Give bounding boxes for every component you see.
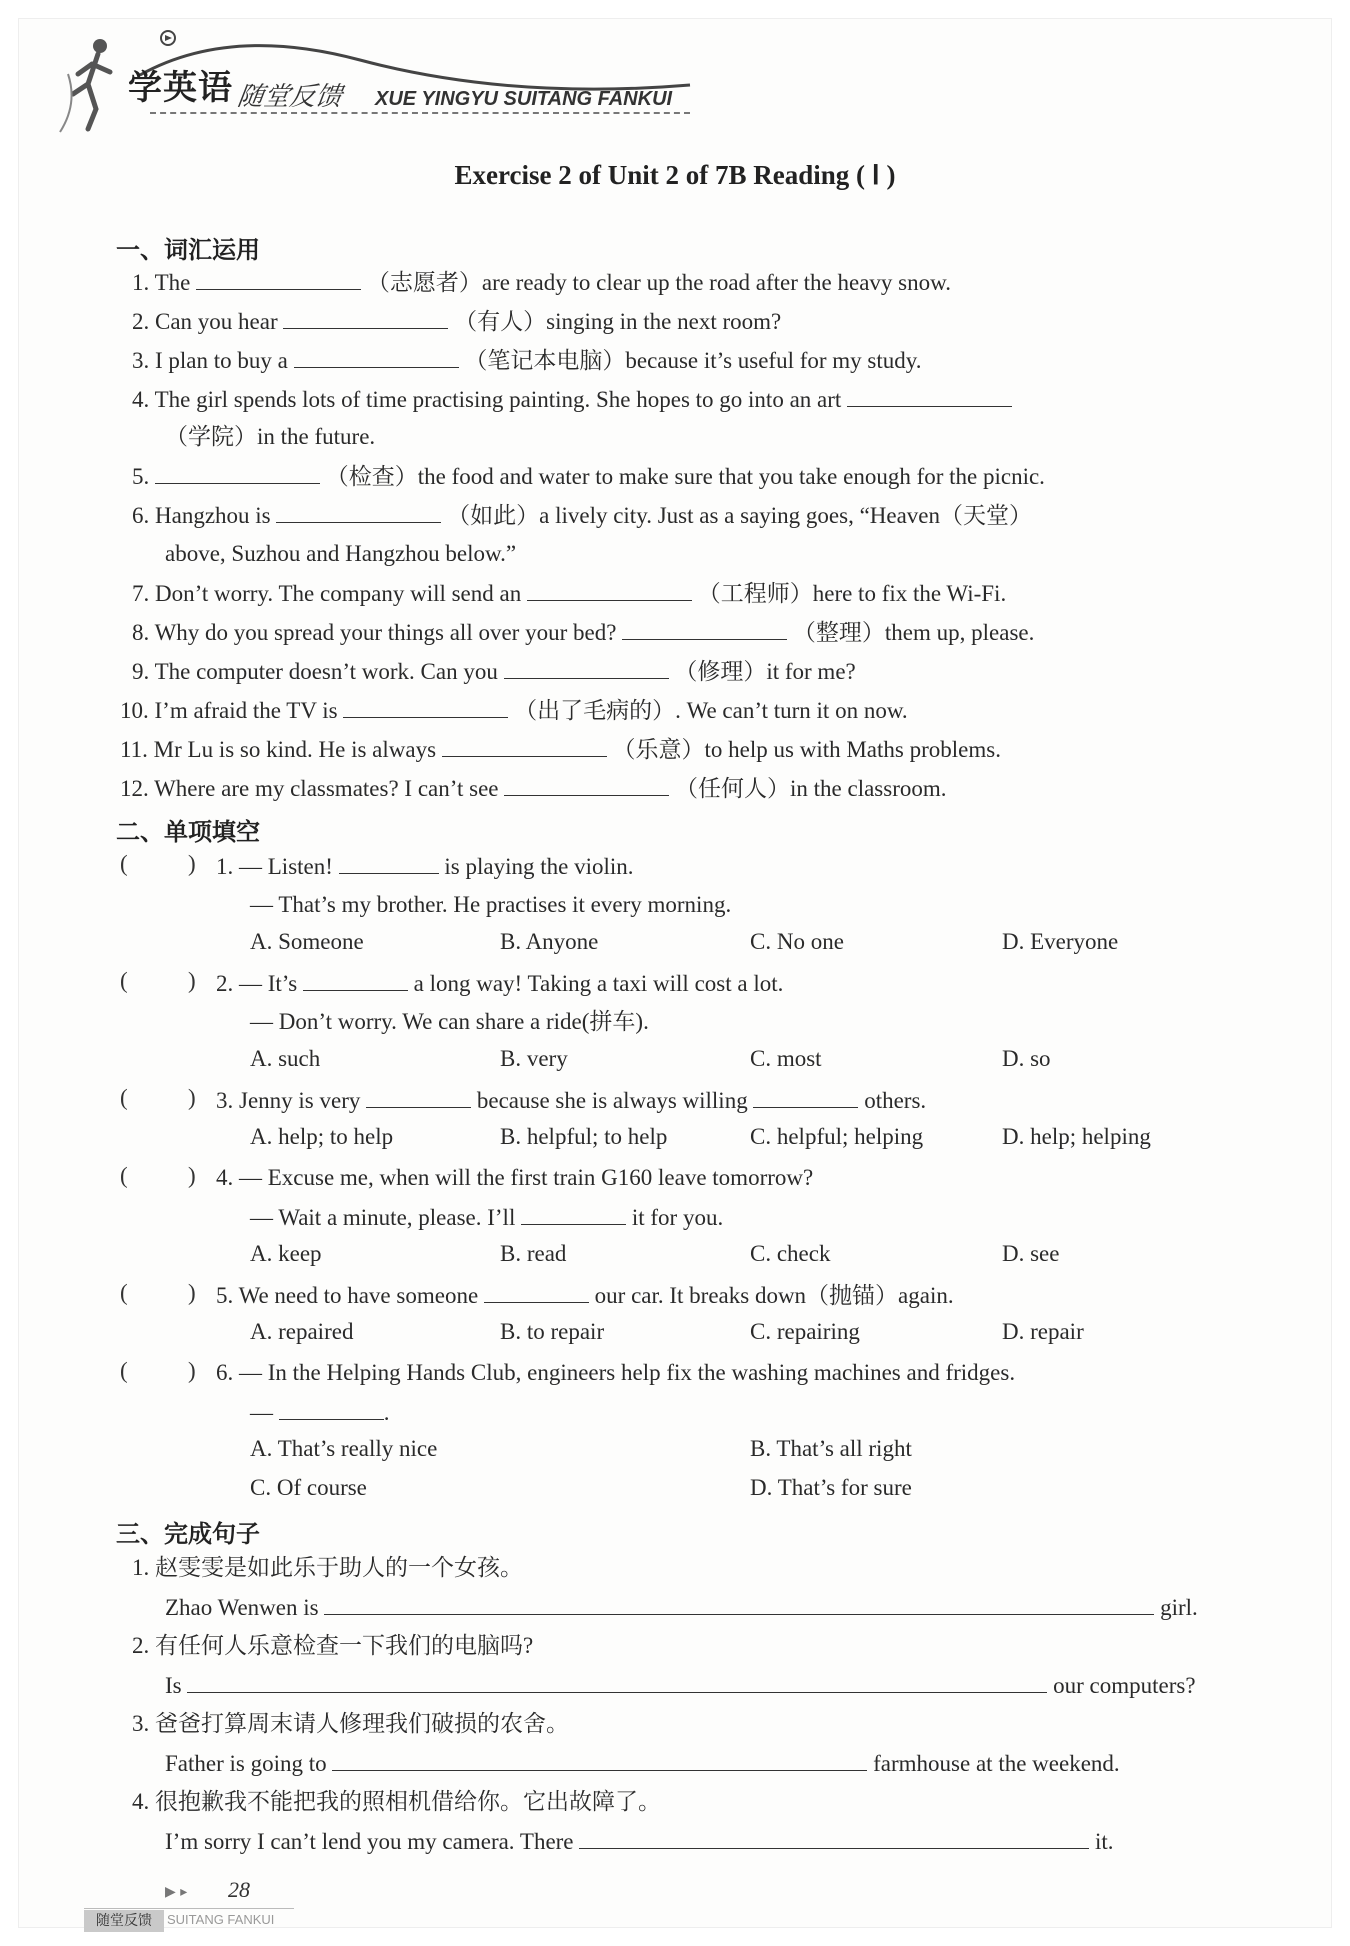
footer-divider bbox=[84, 1908, 294, 1909]
answer-blank[interactable] bbox=[332, 1748, 867, 1771]
option-b[interactable]: B. read bbox=[500, 1241, 567, 1266]
vocab-item-6-cont: above, Suzhou and Hangzhou below.” bbox=[165, 541, 517, 566]
answer-blank[interactable] bbox=[283, 306, 448, 329]
section-heading-vocabulary: 一、词汇运用 bbox=[116, 236, 260, 264]
vocab-item-3: 3. I plan to buy a （笔记本电脑）because it’s useful for my study. bbox=[132, 345, 922, 376]
answer-blank[interactable] bbox=[155, 461, 320, 484]
answer-paren-open[interactable]: ( bbox=[120, 968, 128, 993]
option-b[interactable]: B. That’s all right bbox=[750, 1436, 912, 1461]
answer-blank[interactable] bbox=[343, 695, 508, 718]
option-c[interactable]: C. repairing bbox=[750, 1319, 860, 1344]
answer-paren-open[interactable]: ( bbox=[120, 1358, 128, 1383]
translation-item-3-en: Father is going to farmhouse at the weekend. bbox=[165, 1748, 1120, 1779]
answer-blank[interactable] bbox=[527, 578, 692, 601]
option-a[interactable]: A. repaired bbox=[250, 1319, 354, 1344]
page-title: Exercise 2 of Unit 2 of 7B Reading ( Ⅰ ) bbox=[454, 160, 896, 190]
answer-blank[interactable] bbox=[366, 1085, 471, 1108]
vocab-item-5: 5. （检查）the food and water to make sure that you take enough for the picnic. bbox=[132, 461, 1045, 492]
header-cn-title: 学英语 bbox=[128, 68, 233, 108]
vocab-item-10: 10. I’m afraid the TV is （出了毛病的）. We can’t turn it on now. bbox=[120, 695, 908, 726]
option-b[interactable]: B. Anyone bbox=[500, 929, 599, 954]
option-d[interactable]: D. see bbox=[1002, 1241, 1060, 1266]
answer-paren-close: ) bbox=[188, 968, 196, 993]
answer-blank[interactable] bbox=[622, 617, 787, 640]
mc-question-4: 4. — Excuse me, when will the first train G160 leave tomorrow? bbox=[216, 1165, 814, 1190]
answer-blank[interactable] bbox=[504, 656, 669, 679]
vocab-item-12: 12. Where are my classmates? I can’t see （任何人）in the classroom. bbox=[120, 773, 947, 804]
translation-item-1-en: Zhao Wenwen is girl. bbox=[165, 1592, 1198, 1623]
answer-paren-open[interactable]: ( bbox=[120, 1280, 128, 1305]
option-c[interactable]: C. check bbox=[750, 1241, 831, 1266]
header-pinyin: XUE YINGYU SUITANG FANKUI bbox=[375, 88, 673, 110]
answer-paren-close: ) bbox=[188, 1085, 196, 1110]
option-d[interactable]: D. That’s for sure bbox=[750, 1475, 912, 1500]
header-cn-subtitle: 随堂反馈 bbox=[235, 82, 344, 112]
answer-paren-close: ) bbox=[188, 1163, 196, 1188]
answer-paren-close: ) bbox=[188, 1280, 196, 1305]
answer-blank[interactable] bbox=[521, 1202, 626, 1225]
section-heading-complete-sentences: 三、完成句子 bbox=[116, 1520, 260, 1548]
page-number: 28 bbox=[228, 1877, 250, 1902]
answer-blank[interactable] bbox=[504, 773, 669, 796]
option-d[interactable]: D. repair bbox=[1002, 1319, 1084, 1344]
mc-question-1: 1. — Listen! is playing the violin. bbox=[216, 851, 634, 882]
footer-tag: 随堂反馈 bbox=[84, 1910, 164, 1932]
answer-blank[interactable] bbox=[196, 267, 361, 290]
answer-blank[interactable] bbox=[324, 1592, 1154, 1615]
mc-question-1-reply: — That’s my brother. He practises it every morning. bbox=[250, 892, 732, 917]
mc-question-5: 5. We need to have someone our car. It breaks down（抛锚）again. bbox=[216, 1280, 954, 1311]
arrow-icon: ▶ ▸ bbox=[165, 1884, 188, 1900]
vocab-item-6: 6. Hangzhou is （如此）a lively city. Just as a saying goes, “Heaven（天堂） bbox=[132, 500, 1032, 531]
translation-item-4-cn: 4. 很抱歉我不能把我的照相机借给你。它出故障了。 bbox=[132, 1789, 661, 1814]
option-c[interactable]: C. helpful; helping bbox=[750, 1124, 924, 1149]
header-divider bbox=[150, 112, 690, 114]
option-b[interactable]: B. helpful; to help bbox=[500, 1124, 668, 1149]
header-banner bbox=[50, 30, 690, 140]
answer-blank[interactable] bbox=[847, 384, 1012, 407]
answer-paren-close: ) bbox=[188, 1358, 196, 1383]
vocab-item-2: 2. Can you hear （有人）singing in the next room? bbox=[132, 306, 781, 337]
option-c[interactable]: C. most bbox=[750, 1046, 822, 1071]
vocab-item-8: 8. Why do you spread your things all over your bed? （整理）them up, please. bbox=[132, 617, 1034, 648]
mc-question-6-reply: — . bbox=[250, 1397, 390, 1428]
vocab-item-4: 4. The girl spends lots of time practising painting. She hopes to go into an art bbox=[132, 384, 1012, 415]
answer-blank[interactable] bbox=[294, 345, 459, 368]
option-d[interactable]: D. so bbox=[1002, 1046, 1051, 1071]
answer-paren-open[interactable]: ( bbox=[120, 851, 128, 876]
vocab-item-11: 11. Mr Lu is so kind. He is always （乐意）to help us with Maths problems. bbox=[120, 734, 1001, 765]
vocab-item-7: 7. Don’t worry. The company will send an （工程师）here to fix the Wi-Fi. bbox=[132, 578, 1006, 609]
answer-blank[interactable] bbox=[579, 1826, 1089, 1849]
section-heading-single-choice: 二、单项填空 bbox=[116, 818, 260, 846]
option-a[interactable]: A. That’s really nice bbox=[250, 1436, 438, 1461]
footer-pinyin: SUITANG FANKUI bbox=[167, 1912, 275, 1927]
mc-question-3: 3. Jenny is very because she is always willing others. bbox=[216, 1085, 926, 1116]
translation-item-1-cn: 1. 赵雯雯是如此乐于助人的一个女孩。 bbox=[132, 1555, 523, 1580]
option-b[interactable]: B. to repair bbox=[500, 1319, 605, 1344]
mc-question-4-reply: — Wait a minute, please. I’ll it for you. bbox=[250, 1202, 723, 1233]
option-a[interactable]: A. such bbox=[250, 1046, 321, 1071]
answer-blank[interactable] bbox=[753, 1085, 858, 1108]
vocab-item-1: 1. The （志愿者）are ready to clear up the road after the heavy snow. bbox=[132, 267, 951, 298]
mc-question-6: 6. — In the Helping Hands Club, engineers help fix the washing machines and fridges. bbox=[216, 1360, 1016, 1385]
answer-paren-open[interactable]: ( bbox=[120, 1163, 128, 1188]
option-b[interactable]: B. very bbox=[500, 1046, 568, 1071]
answer-blank[interactable] bbox=[442, 734, 607, 757]
option-c[interactable]: C. No one bbox=[750, 929, 844, 954]
answer-blank[interactable] bbox=[303, 968, 408, 991]
answer-blank[interactable] bbox=[276, 500, 441, 523]
option-a[interactable]: A. Someone bbox=[250, 929, 364, 954]
translation-item-3-cn: 3. 爸爸打算周末请人修理我们破损的农舍。 bbox=[132, 1711, 569, 1736]
answer-blank[interactable] bbox=[279, 1397, 384, 1420]
translation-item-2-cn: 2. 有任何人乐意检查一下我们的电脑吗? bbox=[132, 1633, 534, 1658]
option-c[interactable]: C. Of course bbox=[250, 1475, 367, 1500]
option-d[interactable]: D. help; helping bbox=[1002, 1124, 1151, 1149]
option-a[interactable]: A. keep bbox=[250, 1241, 322, 1266]
translation-item-4-en: I’m sorry I can’t lend you my camera. There it. bbox=[165, 1826, 1114, 1857]
answer-blank[interactable] bbox=[339, 851, 439, 874]
mc-question-2: 2. — It’s a long way! Taking a taxi will cost a lot. bbox=[216, 968, 783, 999]
answer-blank[interactable] bbox=[484, 1280, 589, 1303]
answer-paren-open[interactable]: ( bbox=[120, 1085, 128, 1110]
option-a[interactable]: A. help; to help bbox=[250, 1124, 394, 1149]
translation-item-2-en: Is our computers? bbox=[165, 1670, 1196, 1701]
option-d[interactable]: D. Everyone bbox=[1002, 929, 1119, 954]
answer-paren-close: ) bbox=[188, 851, 196, 876]
mc-question-2-reply: — Don’t worry. We can share a ride(拼车). bbox=[250, 1009, 649, 1034]
answer-blank[interactable] bbox=[187, 1670, 1047, 1693]
vocab-item-4-cont: （学院）in the future. bbox=[165, 424, 376, 449]
vocab-item-9: 9. The computer doesn’t work. Can you （修理）it for me? bbox=[132, 656, 856, 687]
